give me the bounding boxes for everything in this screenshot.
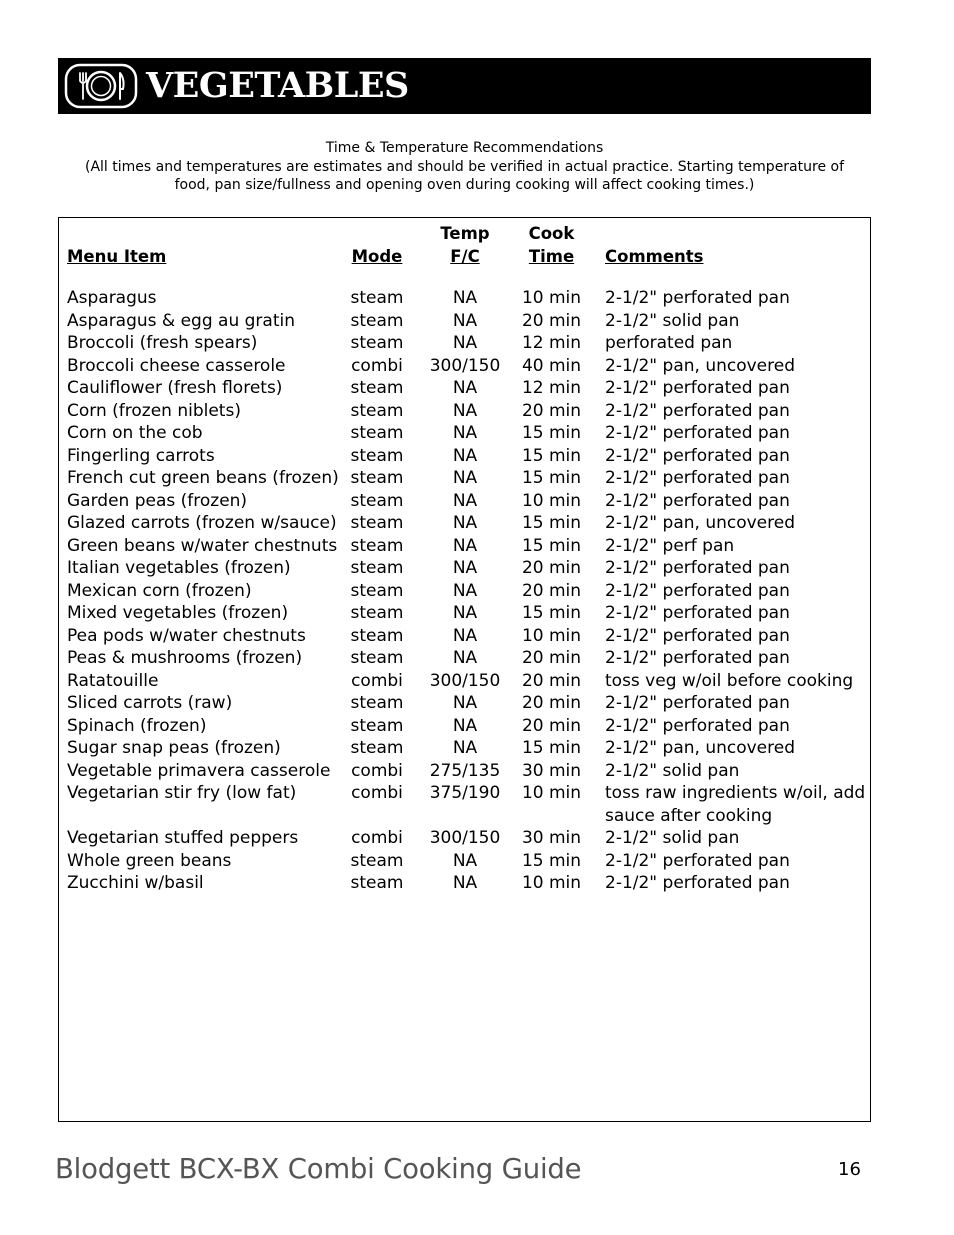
header-mode: Mode — [351, 247, 403, 266]
table-row: Fingerling carrots steam NA 15 min 2-1/2" perforated pan — [67, 445, 790, 466]
table-row: Broccoli cheese casserole combi 300/150 40 min 2-1/2" pan, uncovered — [67, 355, 796, 376]
table-row: Sugar snap peas (frozen) steam NA 15 min 2-1/2" pan, uncovered — [67, 738, 796, 758]
table-row: Garden peas (frozen) steam NA 10 min 2-1/2" perforated pan — [67, 490, 790, 511]
table-row: Green beans w/water chestnuts steam NA 15 min 2-1/2" perf pan — [67, 535, 735, 556]
table-row: Corn on the cob steam NA 15 min 2-1/2" perforated pan — [67, 423, 790, 443]
table-body — [59, 287, 870, 895]
table-row: Mexican corn (frozen) steam NA 20 min 2-1/2" perforated pan — [67, 580, 790, 601]
header-cook-time: Cook Time — [528, 224, 575, 266]
table-row: Asparagus steam NA 10 min 2-1/2" perforated pan — [67, 288, 790, 308]
plate-fork-knife-icon — [64, 63, 138, 109]
table-row: Vegetarian stir fry (low fat) combi 375/190 10 min toss raw ingredients w/oil, add sauce after cooking — [67, 783, 866, 826]
header-comments: Comments — [605, 247, 704, 266]
table-row: Sliced carrots (raw) steam NA 20 min 2-1/2" perforated pan — [67, 693, 790, 713]
table-row: Zucchini w/basil steam NA 10 min 2-1/2" perforated pan — [67, 873, 790, 893]
intro-heading: Time & Temperature Recommendations — [325, 140, 604, 156]
footer-guide-title: Blodgett BCX-BX Combi Cooking Guide — [55, 1153, 582, 1185]
table-row: Vegetarian stuffed peppers combi 300/150 30 min 2-1/2" solid pan — [67, 828, 740, 848]
table-row: French cut green beans (frozen) steam NA 15 min 2-1/2" perforated pan — [67, 468, 790, 488]
page-title: VEGETABLES — [146, 65, 409, 106]
section-banner — [58, 58, 871, 114]
cooking-table — [58, 217, 871, 1122]
header-temp: Temp F/C — [440, 224, 490, 266]
table-row: Italian vegetables (frozen) steam NA 20 min 2-1/2" perforated pan — [67, 558, 790, 578]
table-row: Whole green beans steam NA 15 min 2-1/2" perforated pan — [67, 850, 790, 871]
table-row: Asparagus & egg au gratin steam NA 20 min 2-1/2" solid pan — [67, 310, 740, 331]
table-row: Vegetable primavera casserole combi 275/135 30 min 2-1/2" solid pan — [67, 760, 740, 781]
page-number: 16 — [838, 1159, 861, 1180]
table-row: Ratatouille combi 300/150 20 min toss veg w/oil before cooking — [67, 670, 854, 691]
table-row: Corn (frozen niblets) steam NA 20 min 2-1/2" perforated pan — [67, 400, 790, 421]
intro-note — [58, 139, 871, 195]
table-row: Pea pods w/water chestnuts steam NA 10 min 2-1/2" perforated pan — [67, 625, 790, 646]
table-row: Cauliflower (fresh florets) steam NA 12 min 2-1/2" perforated pan — [67, 378, 790, 398]
table-row: Broccoli (fresh spears) steam NA 12 min perforated pan — [67, 333, 733, 353]
table-row: Glazed carrots (frozen w/sauce) steam NA 15 min 2-1/2" pan, uncovered — [67, 513, 796, 533]
header-menu-item: Menu Item — [67, 247, 167, 266]
table-row: Peas & mushrooms (frozen) steam NA 20 min 2-1/2" perforated pan — [67, 648, 790, 668]
intro-disclaimer: (All times and temperatures are estimates and should be verified in actual practice. Starting temperature of food, pan size/fullness and opening oven during cooking will affect cooking times.) — [84, 158, 845, 193]
table-row: Mixed vegetables (frozen) steam NA 15 min 2-1/2" perforated pan — [67, 603, 790, 623]
table-row: Spinach (frozen) steam NA 20 min 2-1/2" perforated pan — [67, 715, 790, 736]
